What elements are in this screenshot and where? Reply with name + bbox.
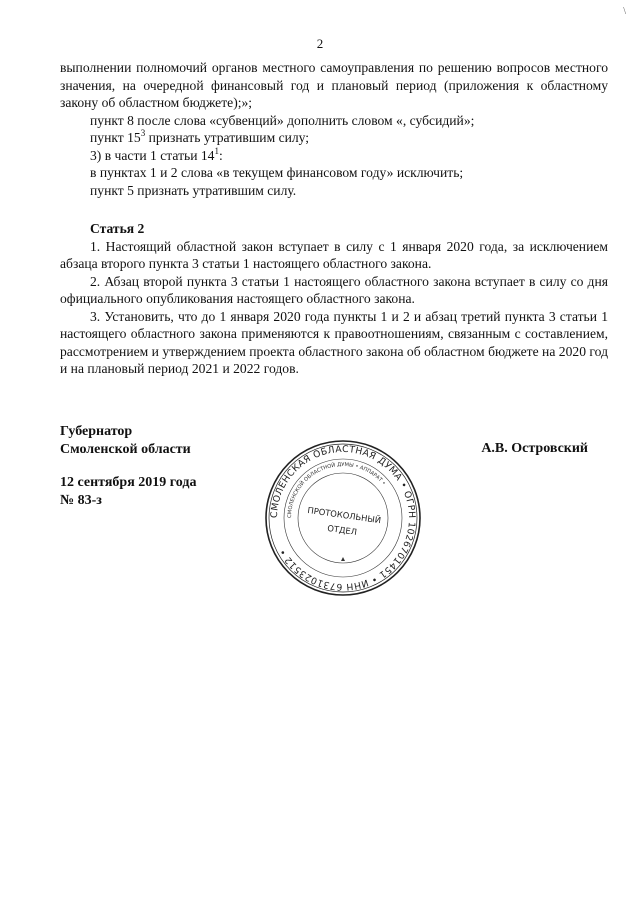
paragraph-continuation: выполнении полномочий органов местного самоуправления по решению вопросов местного значения, на очередной финансовый год и плановый период (приложения к областному закону об областном бюджете);»; [60, 60, 608, 110]
article-item-1: 1. Настоящий областной закон вступает в силу с 1 января 2020 года, за исключением абзаца второго пункта 3 статьи 1 настоящего областного закона. [60, 238, 608, 271]
corner-mark: \ [623, 6, 626, 17]
article-title: Статья 2 [90, 221, 145, 236]
stamp-outer-text: СМОЛЕНСКАЯ ОБЛАСТНАЯ ДУМА • ОГРН 1026701451 • ИНН 6731023512 • [268, 443, 418, 593]
law-number: № 83-з [60, 493, 102, 508]
paragraph-item-8: пункт 8 после слова «субвенций» дополнить словом «, субсидий»; [90, 112, 475, 128]
position-line-1: Губернатор [60, 424, 133, 439]
protocol-stamp [263, 438, 423, 598]
signatory-position [60, 423, 191, 459]
law-date: 12 сентября 2019 года [60, 475, 197, 490]
paragraph-item-15-3: пункт $15^3$ признать утратившим силу; [90, 128, 310, 145]
stamp-center-line-1: ПРОТОКОЛЬНЫЙ [306, 504, 382, 526]
superscript: 1 [214, 145, 219, 156]
article-item-2: 2. Абзац второй пункта 3 статьи 1 настоящего областного закона вступает в силу со дня официального опубликования настоящего областного закона. [60, 273, 608, 306]
paragraph-item-5: пункт 5 признать утратившим силу. [90, 182, 297, 198]
stamp-center-line-2: ОТДЕЛ [326, 522, 358, 537]
page-number: 2 [316, 36, 324, 51]
stamp-seal [263, 438, 423, 598]
document-body [60, 59, 608, 378]
position-line-2: Смоленской области [60, 442, 191, 457]
stamp-star-icon [341, 557, 345, 561]
article-item-3: 3. Установить, что до 1 января 2020 года пункты 1 и 2 и абзац третий пункта 3 статьи 1 настоящего областного закона применяются к правоотношениям, связанным с составлением, рассмотрением и утверждением проекта областного закона об областном бюджете на 2020 год и на плановый период 2021 и 2022 годов. [60, 308, 608, 376]
paragraph-article-14-1: 3) в части 1 статьи $14^1$: [90, 145, 223, 163]
paragraph-items-1-2: в пунктах 1 и 2 слова «в текущем финансовом году» исключить; [90, 165, 464, 180]
superscript: 3 [140, 128, 146, 138]
signatory-name: А.В. Островский [481, 441, 588, 456]
stamp-inner-text: СМОЛЕНСКОЙ ОБЛАСТНОЙ ДУМЫ • АППАРАТ • [286, 461, 387, 519]
law-date-block [60, 474, 196, 510]
